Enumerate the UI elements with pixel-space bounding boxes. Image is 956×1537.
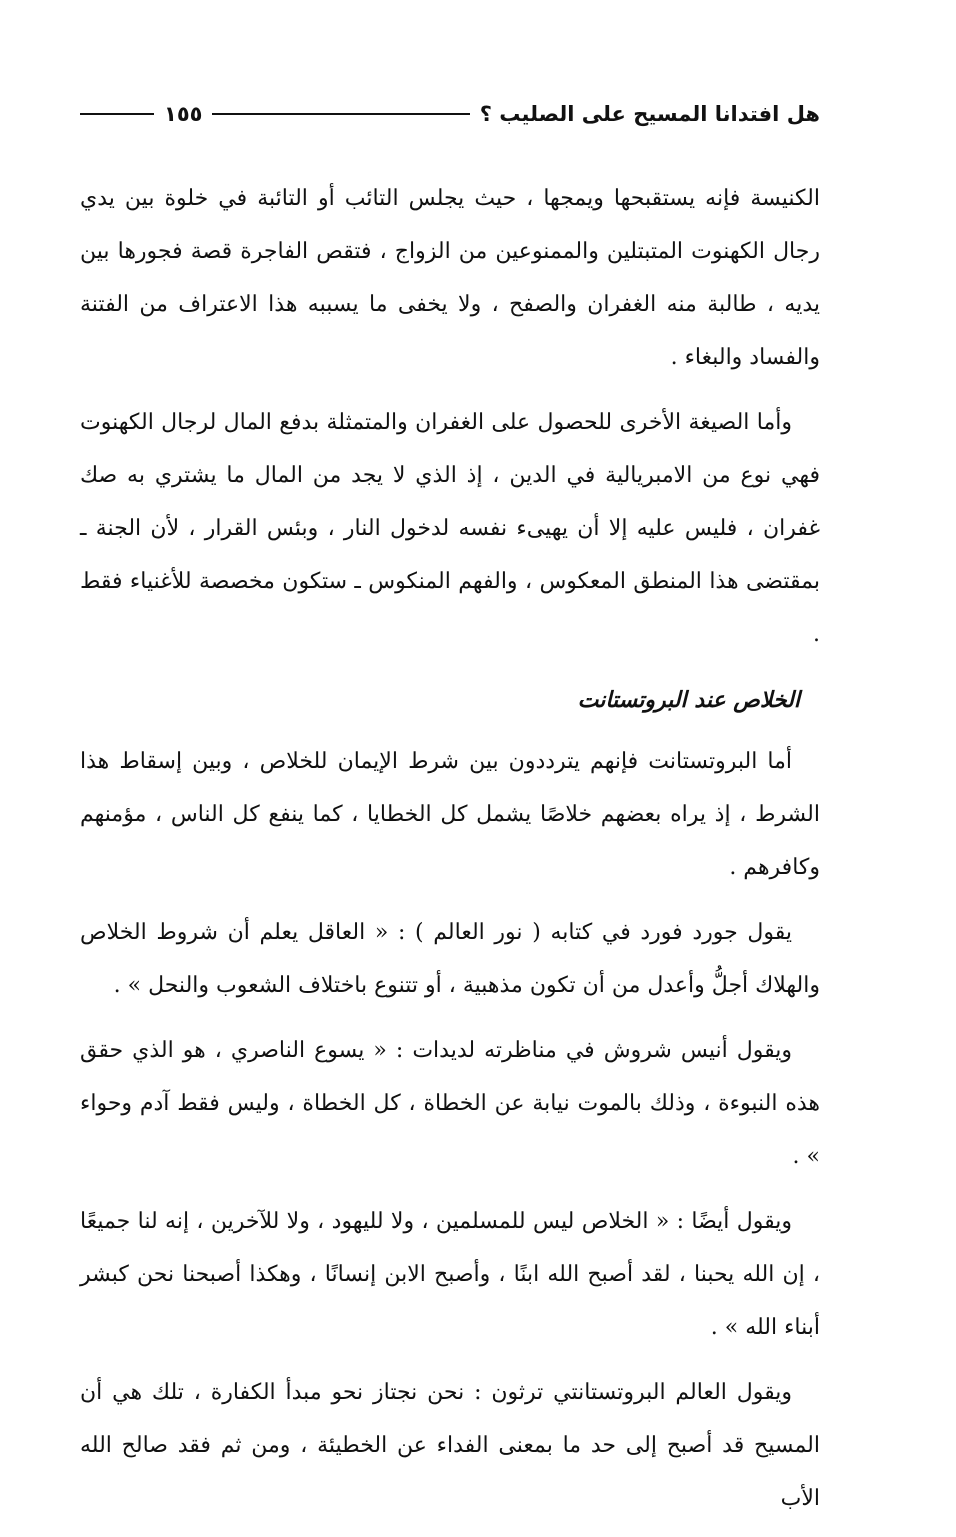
page-number: ١٥٥ [164, 102, 203, 126]
paragraph: الكنيسة فإنه يستقبحها ويمجها ، حيث يجلس التائب أو التائبة في خلوة بين يدي رجال الكهنوت المتبتلين والممنوعين من الزواج ، فتقص الفاجرة قصة فجورها بين يديه ، طالبة منه الغفران والصفح ، ولا يخفى ما يسببه هذا الاعتراف من الفتنة والفساد والبغاء . [80, 186, 820, 370]
paragraph: ويقول العالم البروتستانتي ترثون : نحن نجتاز نحو مبدأ الكفارة ، تلك هي أن المسيح قد أصبح إلى حد ما بمعنى الفداء عن الخطيئة ، ومن ثم فقد صالح الله الأب [80, 1380, 820, 1511]
paragraph: ويقول أيضًا : « الخلاص ليس للمسلمين ، ولا لليهود ، ولا للآخرين ، إنه لنا جميعًا ، إن الله يحبنا ، لقد أصبح الله ابنًا ، وأصبح الابن إنسانًا ، وهكذا أصبحنا نحن كبشر أبناء الله » . [80, 1209, 820, 1340]
running-header [80, 96, 820, 132]
section-heading: الخلاص عند البروتستانت [577, 688, 800, 713]
page-body [80, 172, 820, 1537]
paragraph: ويقول أنيس شروش في مناظرته لديدات : « يسوع الناصري ، هو الذي حقق هذه النبوءة ، وذلك بالموت نيابة عن الخطاة ، كل الخطاة ، وليس فقط آدم وحواء » . [80, 1038, 820, 1169]
paragraph: وأما الصيغة الأخرى للحصول على الغفران والمتمثلة بدفع المال لرجال الكهنوت فهي نوع من الامبريالية في الدين ، إذ الذي لا يجد من المال ما يشتري به صك غفران ، فليس عليه إلا أن يهيىء نفسه لدخول النار ، وبئس القرار ، لأن الجنة ـ بمقتضى هذا المنطق المعكوس ، والفهم المنكوس ـ ستكون مخصصة للأغنياء فقط . [80, 410, 820, 647]
paragraph: يقول جورد فورد في كتابه ( نور العالم ) : « العاقل يعلم أن شروط الخلاص والهلاك أجلُّ وأعدل من أن تكون مذهبية ، أو تتنوع باختلاف الشعوب والنحل » . [80, 920, 820, 998]
paragraph: أما البروتستانت فإنهم يترددون بين شرط الإيمان للخلاص ، وبين إسقاط هذا الشرط ، إذ يراه بعضهم خلاصًا يشمل كل الخطايا ، كما ينفع كل الناس ، مؤمنهم وكافرهم . [80, 749, 820, 880]
header-rule-end [80, 113, 154, 115]
header-rule [212, 113, 469, 115]
header-title: هل افتدانا المسيح على الصليب ؟ [479, 102, 820, 126]
